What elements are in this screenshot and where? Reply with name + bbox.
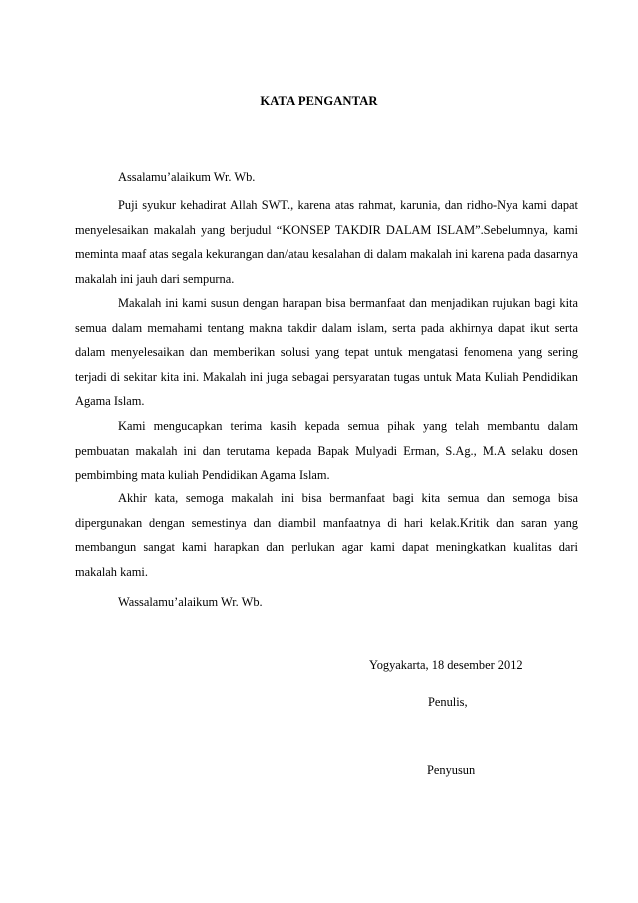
page-title: KATA PENGANTAR: [260, 94, 378, 108]
paragraph-purpose: Makalah ini kami susun dengan harapan bisa bermanfaat dan menjadikan rujukan bagi kita semua dalam memahami tentang makna takdir dalam islam, serta pada akhirnya dapat ikut serta dalam menyelesaikan dan memberikan solusi yang tepat untuk mengatasi fenomena yang sering terjadi di sekitar kita ini. Makalah ini juga sebagai persyaratan tugas untuk Mata Kuliah Pendidikan Agama Islam.: [75, 296, 578, 409]
opening-greeting: Assalamu’alaikum Wr. Wb.: [118, 170, 256, 184]
closing-greeting: Wassalamu’alaikum Wr. Wb.: [118, 595, 263, 609]
author-name: Penyusun: [427, 763, 476, 777]
paragraph-thanks: Kami mengucapkan terima kasih kepada semua pihak yang telah membantu dalam pembuatan makalah ini dan terutama kepada Bapak Mulyadi Erman, S.Ag., M.A selaku dosen pembimbing mata kuliah Pendidikan Agama Islam.: [75, 419, 578, 483]
paragraph-intro: Puji syukur kehadirat Allah SWT., karena atas rahmat, karunia, dan ridho-Nya kami dapat menyelesaikan makalah yang berjudul “KONSEP TAKDIR DALAM ISLAM”.Sebelumnya, kami meminta maaf atas segala kekurangan dan/atau kesalahan di dalam makalah ini karena pada dasarnya makalah ini jauh dari sempurna.: [75, 198, 578, 286]
paragraph-closing: Akhir kata, semoga makalah ini bisa bermanfaat bagi kita semua dan semoga bisa dipergunakan dengan semestinya dan diambil manfaatnya di hari kelak.Kritik dan saran yang membangun sangat kami harapkan dan perlukan agar kami dapat meningkatkan kualitas dari makalah kami.: [75, 491, 578, 579]
place-date: Yogyakarta, 18 desember 2012: [369, 658, 523, 672]
writer-label: Penulis,: [428, 695, 468, 709]
